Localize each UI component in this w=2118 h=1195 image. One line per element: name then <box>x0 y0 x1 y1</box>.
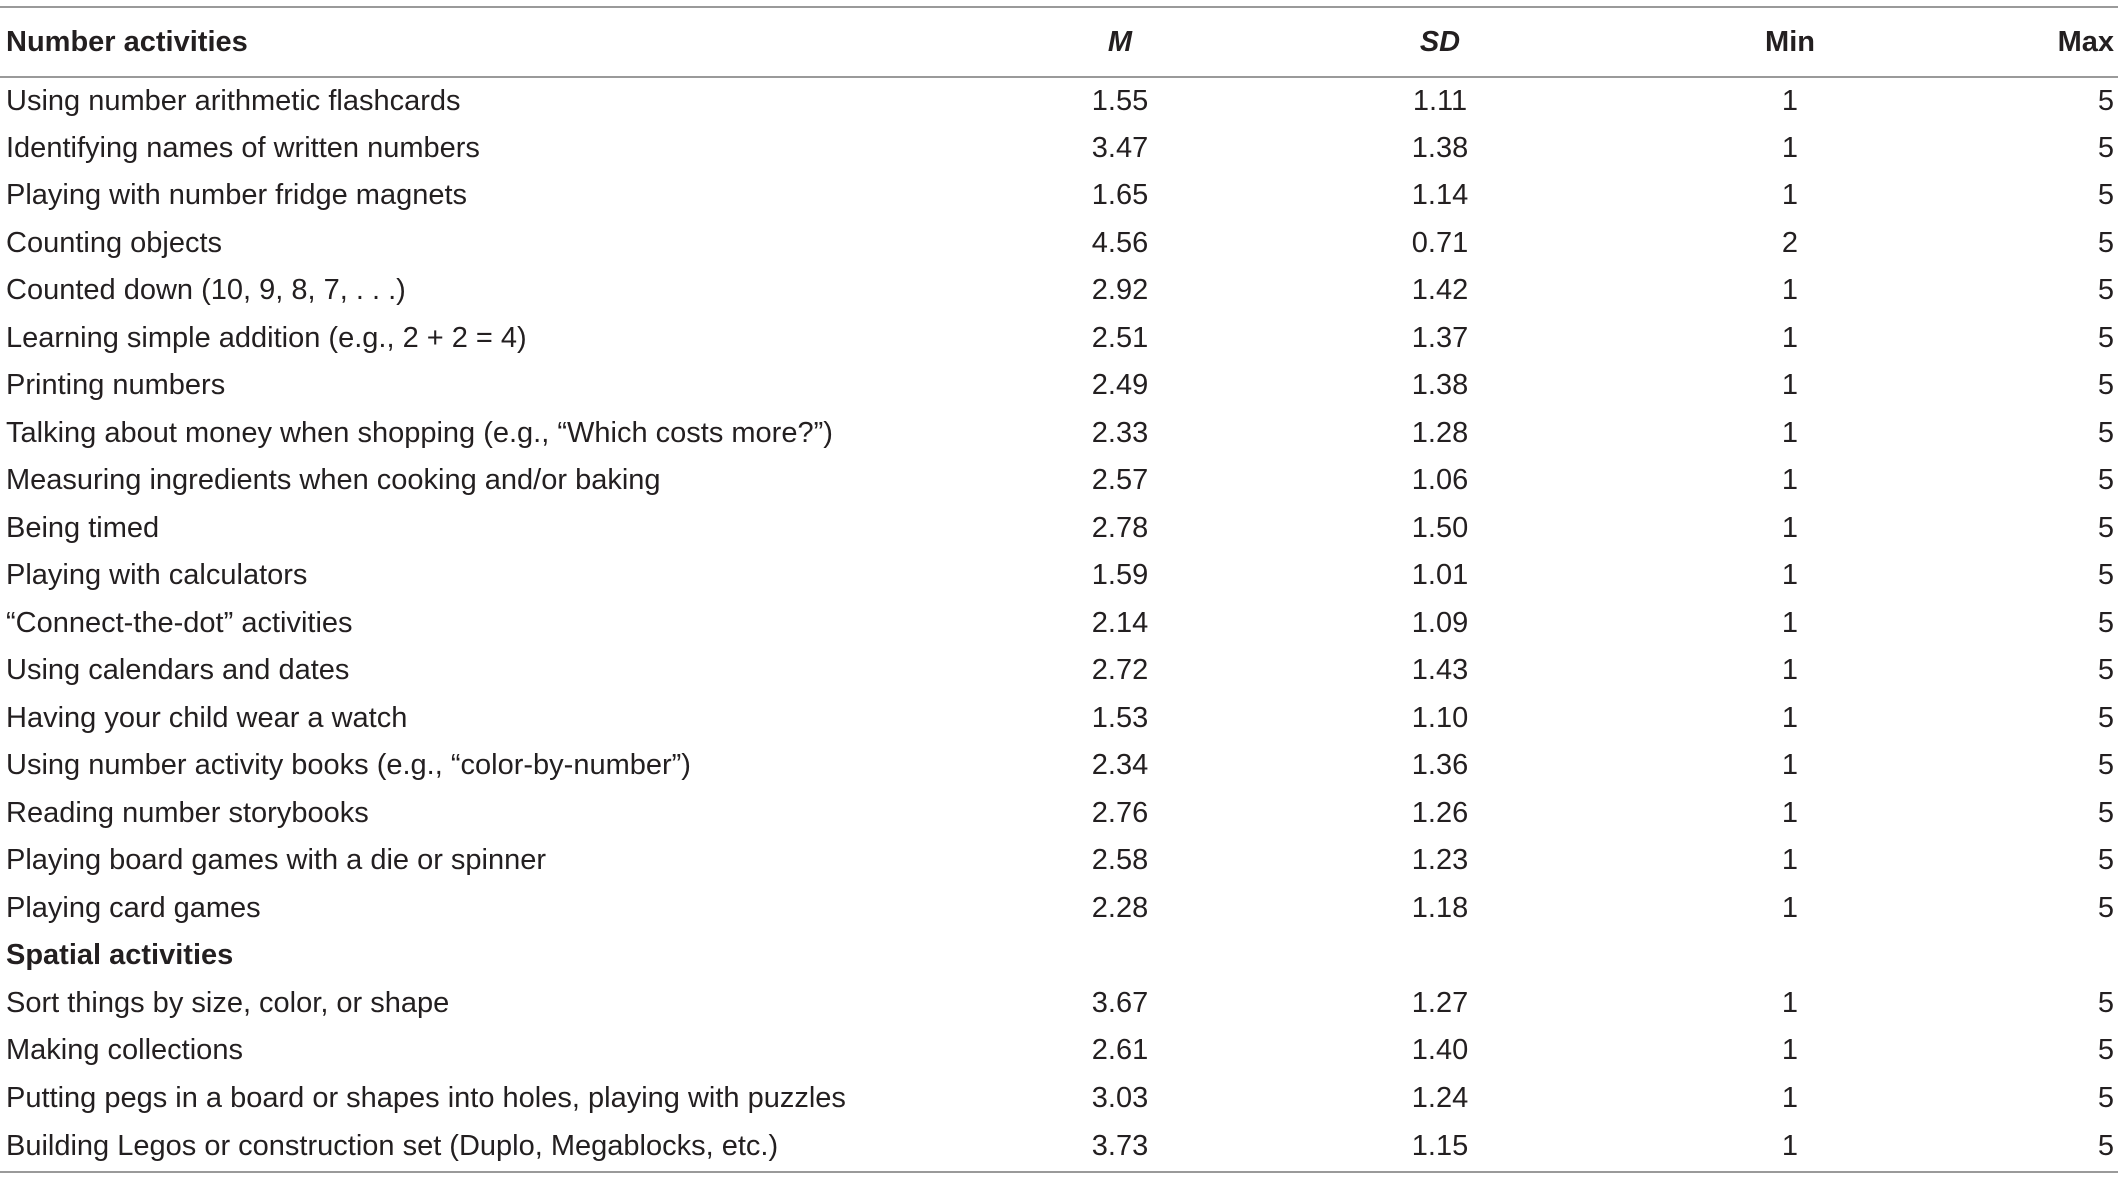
table-row <box>0 505 2118 553</box>
section-header-row <box>0 932 2118 980</box>
row-min: 1 <box>1781 701 1799 734</box>
row-max: 5 <box>2097 1130 2114 1162</box>
row-label: Putting pegs in a board or shapes into holes, playing with puzzles <box>6 1081 846 1114</box>
row-mean: 1.55 <box>1091 84 1149 117</box>
row-mean: 3.03 <box>1091 1081 1149 1114</box>
row-label: Counted down (10, 9, 8, 7, . . .) <box>6 274 406 307</box>
row-max: 5 <box>2097 1081 2114 1114</box>
row-mean: 2.33 <box>1091 416 1149 449</box>
row-label: Making collections <box>6 1034 243 1067</box>
row-sd: 1.43 <box>1411 654 1469 687</box>
row-label: Identifying names of written numbers <box>6 131 480 164</box>
row-label: Playing with number fridge magnets <box>6 179 468 212</box>
row-min: 1 <box>1781 796 1799 829</box>
row-label: Building Legos or construction set (Duplo, Megablocks, etc.) <box>6 1130 779 1162</box>
table-row <box>0 837 2118 885</box>
table-row <box>0 1122 2118 1172</box>
row-min: 1 <box>1781 416 1799 449</box>
row-min: 1 <box>1781 1081 1799 1114</box>
row-mean: 3.73 <box>1091 1130 1149 1162</box>
row-min: 1 <box>1781 891 1799 924</box>
row-sd: 1.18 <box>1411 891 1469 924</box>
row-mean: 2.34 <box>1091 749 1149 782</box>
row-sd: 0.71 <box>1411 226 1469 259</box>
row-max: 5 <box>2097 844 2114 877</box>
row-label: Having your child wear a watch <box>6 701 408 734</box>
row-min: 1 <box>1781 559 1799 592</box>
table-row <box>0 220 2118 268</box>
row-min: 1 <box>1781 84 1799 117</box>
row-max: 5 <box>2097 606 2114 639</box>
row-max: 5 <box>2097 796 2114 829</box>
row-min: 1 <box>1781 844 1799 877</box>
row-sd: 1.27 <box>1411 986 1469 1019</box>
row-max: 5 <box>2097 179 2114 212</box>
row-mean: 4.56 <box>1091 226 1149 259</box>
row-min: 1 <box>1781 464 1799 497</box>
row-label: Playing board games with a die or spinner <box>6 844 547 877</box>
row-sd: 1.50 <box>1411 511 1469 544</box>
row-max: 5 <box>2097 986 2114 1019</box>
row-sd: 1.37 <box>1411 321 1469 354</box>
row-min: 1 <box>1781 1130 1799 1162</box>
row-max: 5 <box>2097 84 2114 117</box>
row-max: 5 <box>2097 559 2114 592</box>
row-sd: 1.36 <box>1411 749 1469 782</box>
row-mean: 2.51 <box>1091 321 1149 354</box>
activities-table-container <box>0 6 2118 1173</box>
table-body <box>0 77 2118 1172</box>
row-sd: 1.38 <box>1411 131 1469 164</box>
table-row <box>0 1027 2118 1075</box>
row-mean: 3.47 <box>1091 131 1149 164</box>
header-mean: M <box>1107 25 1133 58</box>
table-row <box>0 457 2118 505</box>
row-sd: 1.28 <box>1411 416 1469 449</box>
row-mean: 2.61 <box>1091 1034 1149 1067</box>
row-label: Being timed <box>6 511 160 544</box>
row-min: 1 <box>1781 131 1799 164</box>
row-mean: 2.76 <box>1091 796 1149 829</box>
row-label: Sort things by size, color, or shape <box>6 986 450 1019</box>
row-sd: 1.09 <box>1411 606 1469 639</box>
row-label: “Connect-the-dot” activities <box>6 606 353 639</box>
row-min: 1 <box>1781 986 1799 1019</box>
row-label: Measuring ingredients when cooking and/or baking <box>6 464 661 497</box>
table-row <box>0 125 2118 173</box>
row-min: 1 <box>1781 749 1799 782</box>
row-max: 5 <box>2097 131 2114 164</box>
row-max: 5 <box>2097 511 2114 544</box>
table-row <box>0 552 2118 600</box>
table-row <box>0 267 2118 315</box>
table-row <box>0 410 2118 458</box>
row-max: 5 <box>2097 749 2114 782</box>
table-row <box>0 362 2118 410</box>
row-mean: 2.57 <box>1091 464 1149 497</box>
table-row <box>0 77 2118 125</box>
row-min: 1 <box>1781 179 1799 212</box>
row-max: 5 <box>2097 654 2114 687</box>
activities-table <box>0 6 2118 1173</box>
row-mean: 1.53 <box>1091 701 1149 734</box>
table-row <box>0 172 2118 220</box>
row-sd: 1.15 <box>1411 1130 1469 1162</box>
header-row <box>0 7 2118 77</box>
row-sd: 1.14 <box>1411 179 1469 212</box>
header-max: Max <box>2057 25 2114 58</box>
row-sd: 1.06 <box>1411 464 1469 497</box>
header-min: Min <box>1765 25 1815 58</box>
table-row <box>0 647 2118 695</box>
row-min: 1 <box>1781 369 1799 402</box>
row-max: 5 <box>2097 891 2114 924</box>
row-mean: 2.72 <box>1091 654 1149 687</box>
row-max: 5 <box>2097 701 2114 734</box>
row-sd: 1.23 <box>1411 844 1469 877</box>
row-mean: 2.92 <box>1091 274 1149 307</box>
table-header <box>0 7 2118 77</box>
table-row <box>0 695 2118 743</box>
header-number-activities: Number activities <box>6 25 248 58</box>
row-max: 5 <box>2097 274 2114 307</box>
row-max: 5 <box>2097 369 2114 402</box>
row-max: 5 <box>2097 416 2114 449</box>
row-mean: 3.67 <box>1091 986 1149 1019</box>
row-label: Playing card games <box>6 891 261 924</box>
table-row <box>0 742 2118 790</box>
section-title-spatial-activities: Spatial activities <box>6 939 234 972</box>
row-label: Using calendars and dates <box>6 654 350 687</box>
row-sd: 1.24 <box>1411 1081 1469 1114</box>
row-mean: 2.78 <box>1091 511 1149 544</box>
row-min: 2 <box>1781 226 1799 259</box>
row-min: 1 <box>1781 606 1799 639</box>
row-sd: 1.10 <box>1411 701 1469 734</box>
row-min: 1 <box>1781 654 1799 687</box>
row-mean: 2.14 <box>1091 606 1149 639</box>
table-row <box>0 885 2118 933</box>
row-min: 1 <box>1781 511 1799 544</box>
row-sd: 1.11 <box>1412 84 1468 117</box>
row-max: 5 <box>2097 464 2114 497</box>
row-label: Talking about money when shopping (e.g., “Which costs more?”) <box>6 416 833 449</box>
row-mean: 1.59 <box>1091 559 1149 592</box>
row-min: 1 <box>1781 1034 1799 1067</box>
row-sd: 1.01 <box>1411 559 1469 592</box>
table-row <box>0 1075 2118 1123</box>
row-mean: 2.58 <box>1091 844 1149 877</box>
header-sd: SD <box>1419 25 1461 58</box>
row-mean: 2.28 <box>1091 891 1149 924</box>
row-label: Reading number storybooks <box>6 796 369 829</box>
row-sd: 1.42 <box>1411 274 1469 307</box>
row-label: Using number activity books (e.g., “color-by-number”) <box>6 749 691 782</box>
row-min: 1 <box>1781 274 1799 307</box>
row-max: 5 <box>2097 1034 2114 1067</box>
table-row <box>0 790 2118 838</box>
row-sd: 1.26 <box>1411 796 1469 829</box>
row-sd: 1.38 <box>1411 369 1469 402</box>
row-min: 1 <box>1781 321 1799 354</box>
table-row <box>0 315 2118 363</box>
table-row <box>0 980 2118 1028</box>
row-label: Using number arithmetic flashcards <box>6 84 461 117</box>
row-label: Learning simple addition (e.g., 2 + 2 = 4) <box>6 321 527 354</box>
row-label: Counting objects <box>6 226 223 259</box>
row-label: Playing with calculators <box>6 559 308 592</box>
row-max: 5 <box>2097 226 2114 259</box>
row-max: 5 <box>2097 321 2114 354</box>
row-mean: 1.65 <box>1091 179 1149 212</box>
row-mean: 2.49 <box>1091 369 1149 402</box>
table-row <box>0 600 2118 648</box>
row-sd: 1.40 <box>1411 1034 1469 1067</box>
row-label: Printing numbers <box>6 369 226 402</box>
